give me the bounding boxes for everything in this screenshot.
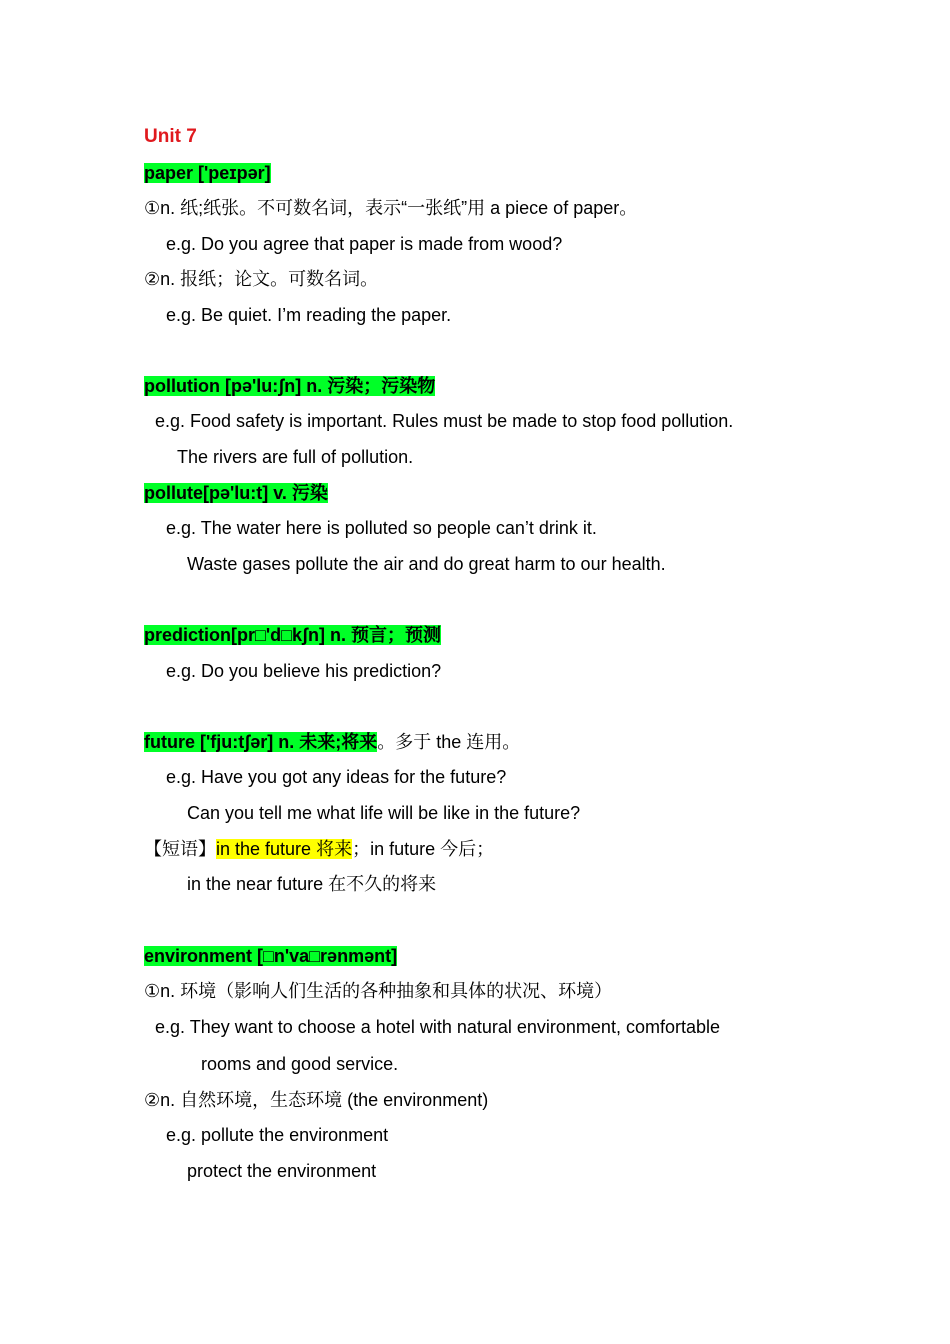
headword-pollution: [144, 374, 435, 398]
headword-prediction: [144, 623, 441, 647]
phrase-separator: ；in future 今后；: [352, 839, 495, 859]
paper-example-2: e.g. Be quiet. I’m reading the paper.: [166, 305, 452, 325]
pollute-example-2: Waste gases pollute the air and do great harm to our health.: [187, 554, 666, 574]
pollution-example-2: The rivers are full of pollution.: [177, 447, 414, 467]
future-example-1: e.g. Have you got any ideas for the future?: [166, 767, 507, 787]
headword-environment: [144, 944, 397, 968]
future-example-2: Can you tell me what life will be like in the future?: [187, 803, 581, 823]
paper-example-1: e.g. Do you agree that paper is made from wood?: [166, 234, 563, 254]
headword-pollute: [144, 481, 328, 505]
environment-example-1b: rooms and good service.: [201, 1054, 399, 1074]
headword-highlight: future ['fju:tʃər] n. 未来;将来: [144, 732, 378, 752]
future-phrases: [144, 837, 494, 861]
headword-highlight: pollute[pə'lu:t] v. 污染: [144, 483, 328, 503]
environment-example-1a: e.g. They want to choose a hotel with natural environment, comfortable: [155, 1017, 720, 1037]
phrase-tag: 【短语】: [144, 839, 216, 859]
future-phrase-2: in the near future 在不久的将来: [187, 874, 437, 894]
unit-title: Unit 7: [144, 126, 197, 147]
pollute-example-1: e.g. The water here is polluted so people can’t drink it.: [166, 518, 597, 538]
environment-example-3: protect the environment: [187, 1161, 377, 1181]
paper-sense-1: ①n. 纸;纸张。不可数名词，表示“一张纸”用 a piece of paper。: [144, 198, 638, 218]
environment-sense-1: ①n. 环境（影响人们生活的各种抽象和具体的状况、环境）: [144, 981, 613, 1001]
headword-paper: [144, 161, 271, 185]
headword-highlight: prediction[pr□'d□kʃn] n. 预言；预测: [144, 625, 442, 645]
paper-sense-2: ②n. 报纸；论文。可数名词。: [144, 269, 379, 289]
headword-future: [144, 730, 520, 754]
phrase-highlight: in the future 将来: [216, 839, 353, 859]
prediction-example-1: e.g. Do you believe his prediction?: [166, 661, 442, 681]
environment-sense-2: ②n. 自然环境，生态环境 (the environment): [144, 1090, 489, 1110]
future-note: 。多于 the 连用。: [377, 732, 521, 752]
pollution-example-1: e.g. Food safety is important. Rules must be made to stop food pollution.: [155, 411, 734, 431]
environment-example-2: e.g. pollute the environment: [166, 1125, 389, 1145]
headword-highlight: pollution [pə'lu:ʃn] n. 污染；污染物: [144, 376, 436, 396]
headword-highlight: environment [□n'va□rənmənt]: [144, 946, 398, 966]
headword-highlight: paper ['peɪpər]: [144, 163, 271, 183]
